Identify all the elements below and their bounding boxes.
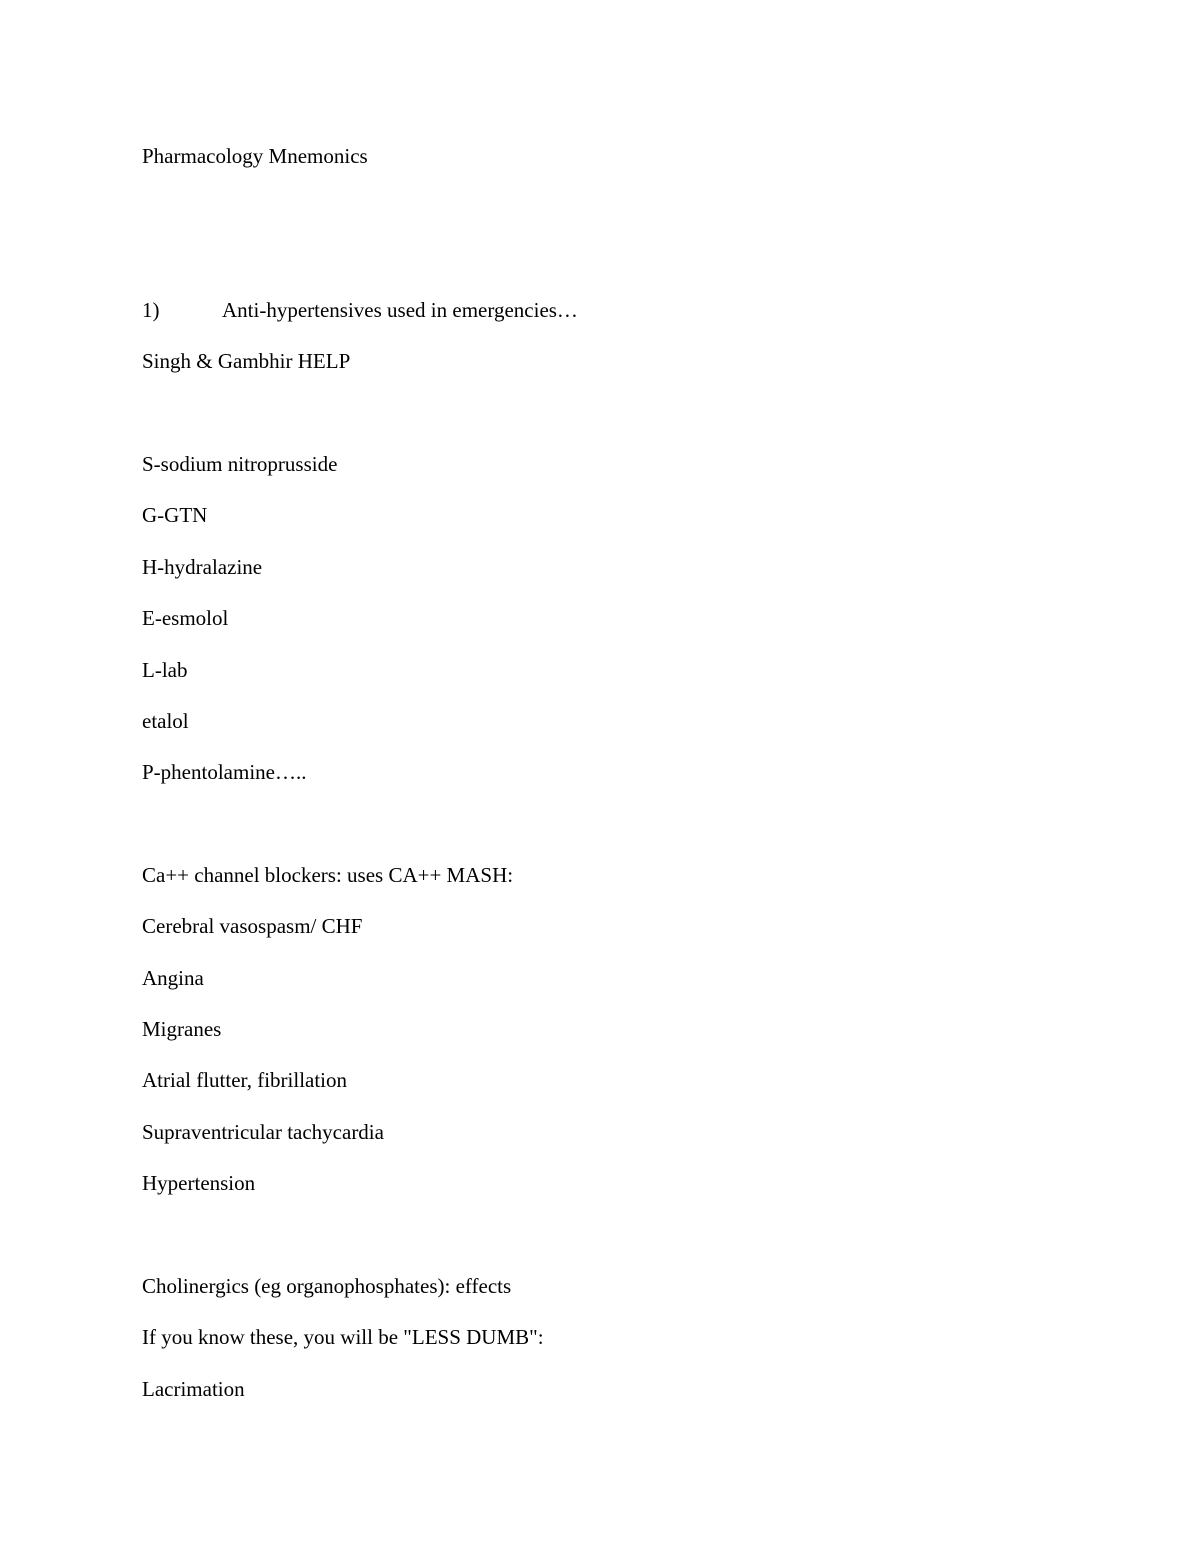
section-1-number: 1): [142, 298, 160, 322]
list-item: Migranes: [142, 1017, 222, 1041]
list-item: P-phentolamine…..: [142, 760, 307, 784]
list-item: S-sodium nitroprusside: [142, 452, 338, 476]
section-1-mnemonic: Singh & Gambhir HELP: [142, 349, 351, 373]
list-item: G-GTN: [142, 503, 208, 527]
list-item: Cerebral vasospasm/ CHF: [142, 914, 363, 938]
list-item: Lacrimation: [142, 1377, 245, 1401]
section-3-heading: Cholinergics (eg organophosphates): effects: [142, 1274, 512, 1298]
section-3-intro: If you know these, you will be "LESS DUMB":: [142, 1325, 544, 1349]
list-item: Supraventricular tachycardia: [142, 1120, 384, 1144]
section-1-heading-line: [142, 297, 578, 323]
document-title: Pharmacology Mnemonics: [142, 144, 368, 168]
section-2-heading: Ca++ channel blockers: uses CA++ MASH:: [142, 863, 514, 887]
section-1-heading: Anti-hypertensives used in emergencies…: [222, 298, 578, 322]
list-item: Atrial flutter, fibrillation: [142, 1068, 348, 1092]
list-item: E-esmolol: [142, 606, 229, 630]
list-item: Hypertension: [142, 1171, 256, 1195]
list-item: Angina: [142, 966, 204, 990]
list-item: L-lab: [142, 658, 188, 682]
list-item: H-hydralazine: [142, 555, 263, 579]
list-item: etalol: [142, 709, 189, 733]
